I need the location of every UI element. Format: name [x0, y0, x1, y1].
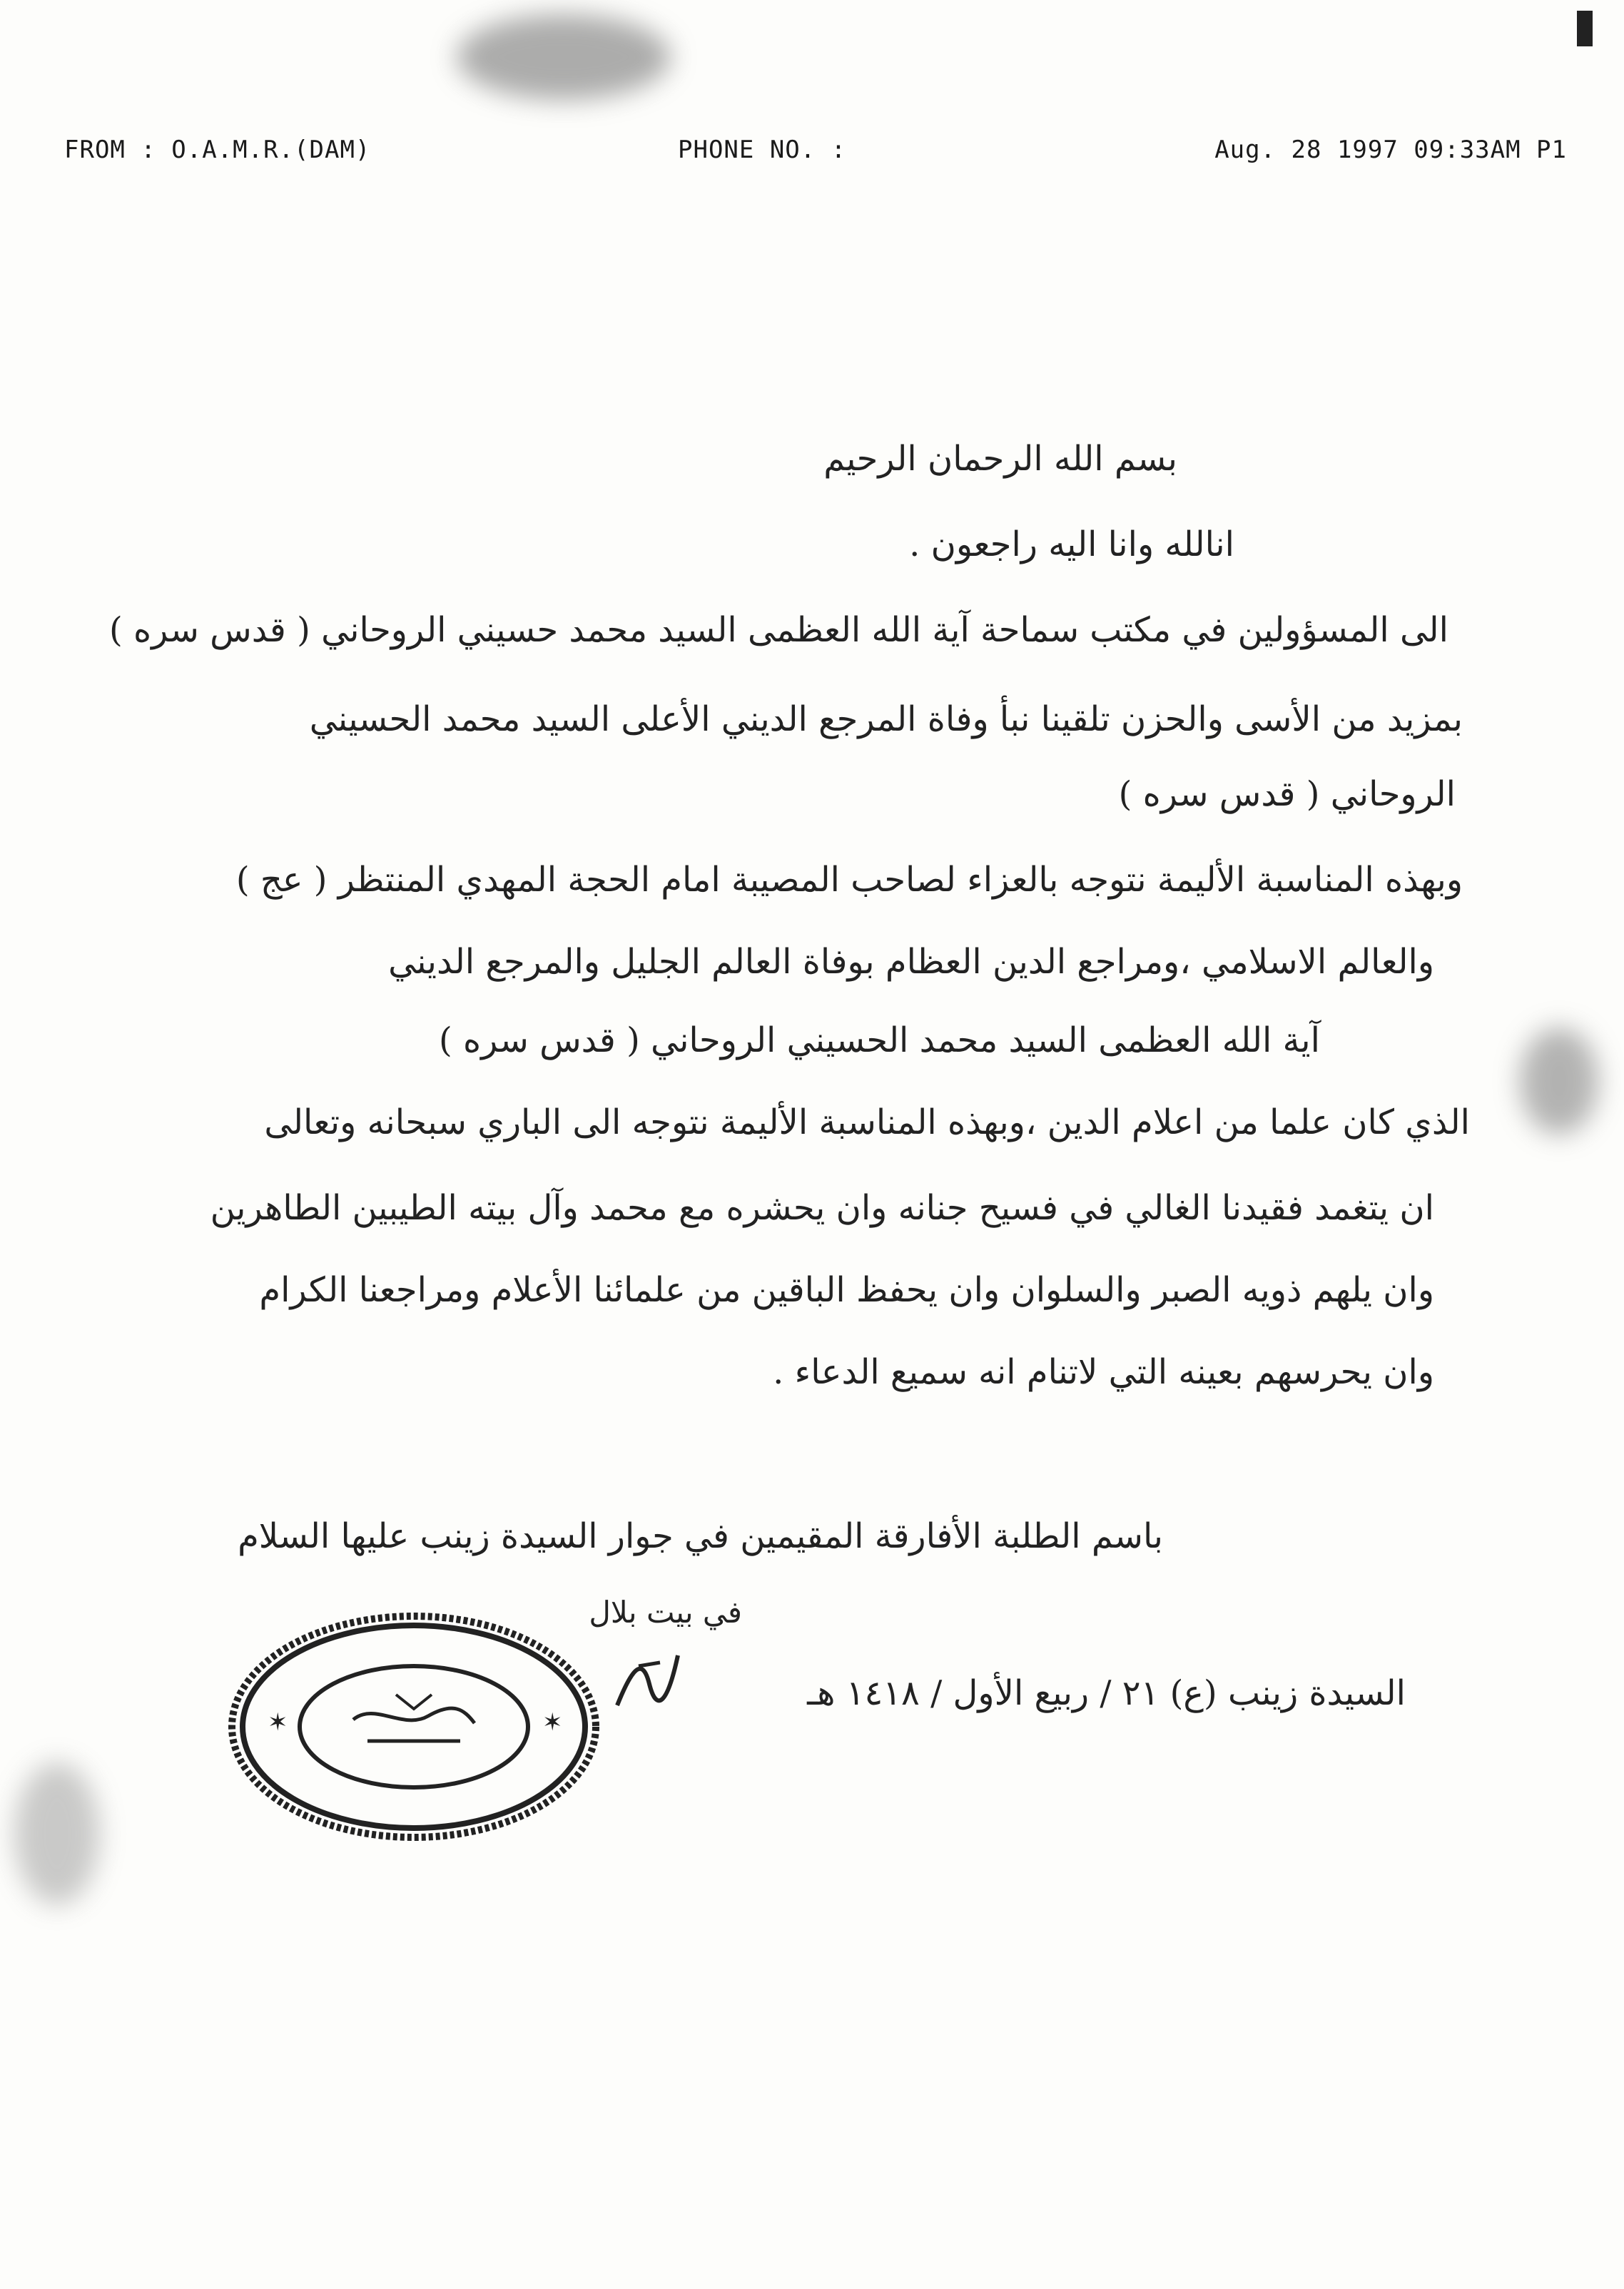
handwritten-signature	[610, 1641, 689, 1720]
letter-address: الى المسؤولين في مكتب سماحة آية الله العظمى السيد محمد حسيني الروحاني ( قدس سره )	[109, 610, 1448, 650]
fax-phone: PHONE NO. :	[678, 136, 847, 164]
paragraph-3-line-2: ان يتغمد فقيدنا الغالي في فسيح جنانه وان يحشره مع محمد وآل بيته الطيبين الطاهرين	[210, 1188, 1434, 1228]
paragraph-3-line-1: الذي كان علما من اعلام الدين ،وبهذه المناسبة الأليمة نتوجه الى الباري سبحانه وتعالى	[264, 1102, 1470, 1142]
official-seal	[225, 1609, 603, 1844]
location-line: في بيت بلال	[589, 1595, 742, 1630]
date-line: السيدة زينب (ع) ٢١ / ربيع الأول / ١٤١٨ هـ	[807, 1673, 1406, 1713]
paragraph-2-line-2: والعالم الاسلامي ،ومراجع الدين العظام بوفاة العالم الجليل والمرجع الديني	[388, 942, 1434, 982]
paragraph-1-line-1: بمزيد من الأسى والحزن تلقينا نبأ وفاة المرجع الديني الأعلى السيد محمد الحسيني	[309, 699, 1463, 739]
paragraph-3-line-4: وان يحرسهم بعينه التي لاتنام انه سميع الدعاء .	[773, 1352, 1434, 1392]
svg-text:✶: ✶	[268, 1708, 288, 1737]
signature-line: باسم الطلبة الأفارقة المقيمين في جوار السيدة زينب عليها السلام	[238, 1516, 1163, 1556]
paragraph-1-line-2: الروحاني ( قدس سره )	[1118, 774, 1456, 814]
scan-smudge-top	[457, 14, 671, 100]
scan-smudge-right	[1520, 1027, 1598, 1135]
fax-date: Aug. 28 1997 09:33AM P1	[1214, 136, 1567, 164]
scan-edge-mark	[1577, 11, 1593, 46]
scan-smudge-bottom-left	[14, 1762, 100, 1905]
fax-from: FROM : O.A.M.R.(DAM)	[64, 136, 371, 164]
paragraph-3-line-3: وان يلهم ذويه الصبر والسلوان وان يحفظ الباقين من علمائنا الأعلام ومراجعنا الكرام	[259, 1270, 1434, 1310]
svg-text:✶: ✶	[542, 1708, 563, 1737]
basmala: بسم الله الرحمان الرحيم	[823, 439, 1177, 479]
fax-header	[64, 136, 1567, 178]
paragraph-2-line-1: وبهذه المناسبة الأليمة نتوجه بالعزاء لصاحب المصيبة امام الحجة المهدي المنتظر ( عج )	[235, 860, 1463, 900]
paragraph-2-line-3: آية الله العظمى السيد محمد الحسيني الروحاني ( قدس سره )	[438, 1020, 1320, 1060]
quran-verse: انالله وانا اليه راجعون .	[909, 524, 1234, 564]
